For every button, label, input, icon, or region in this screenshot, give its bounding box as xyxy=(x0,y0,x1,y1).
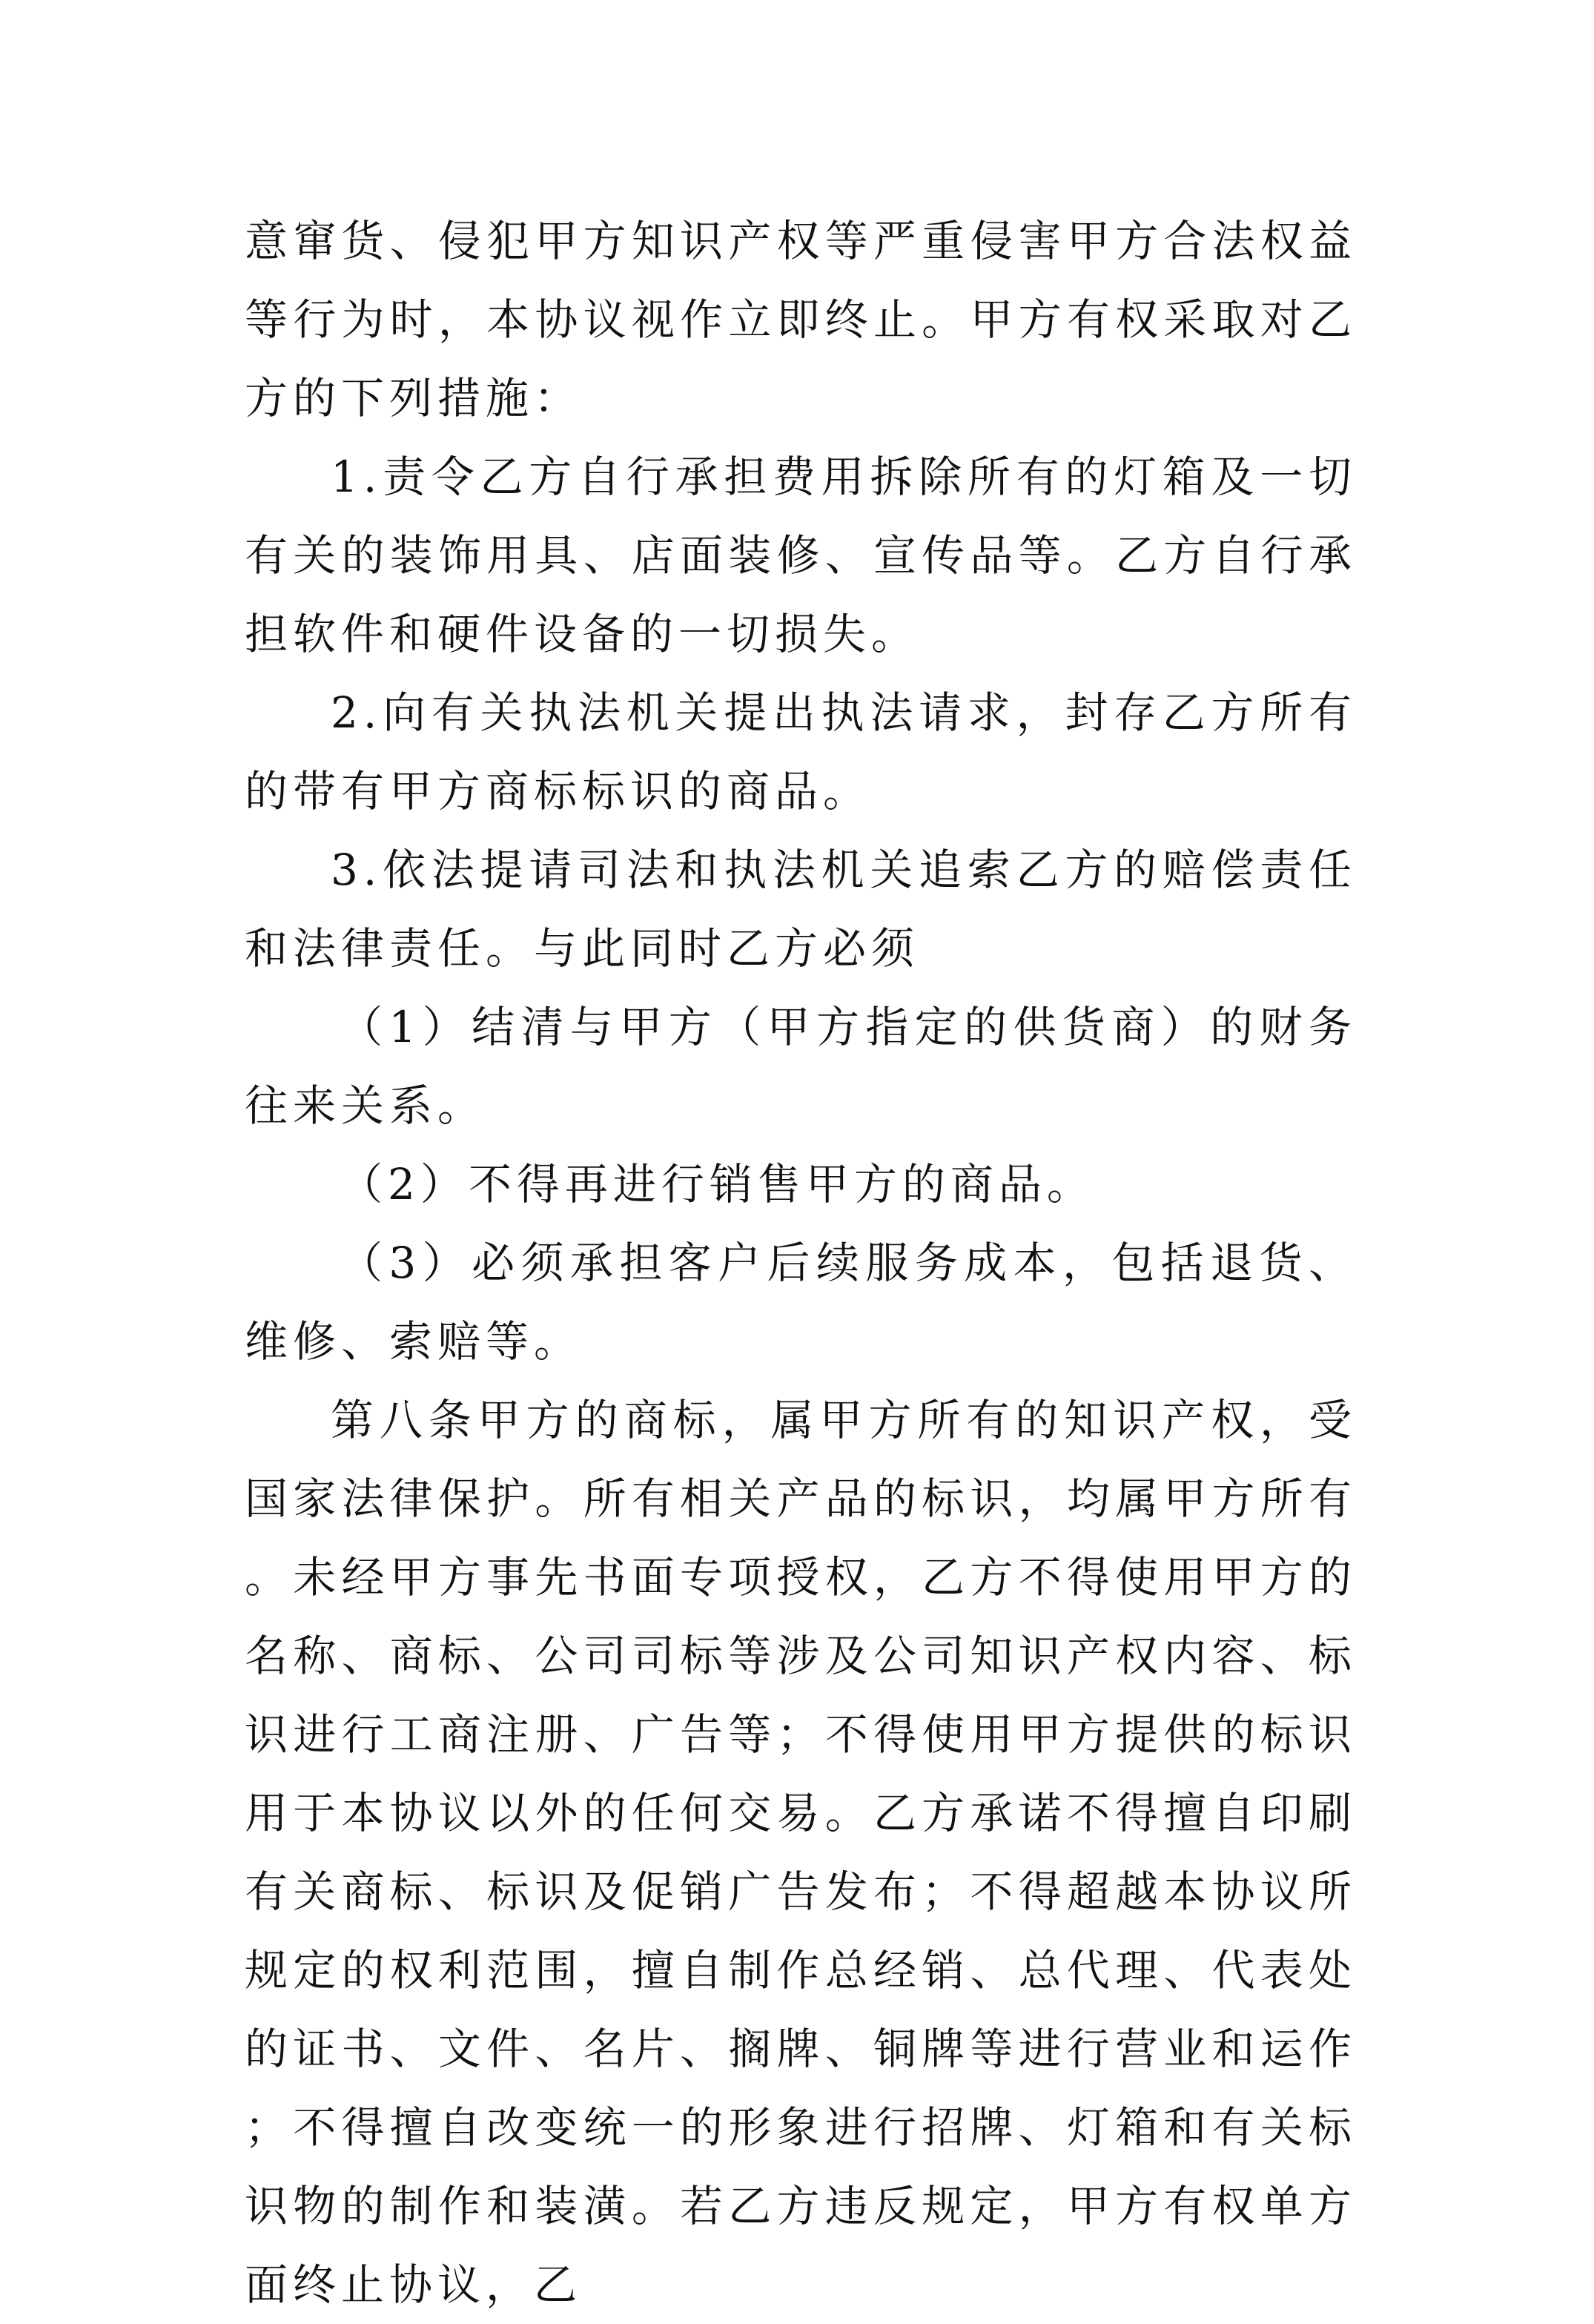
paragraph-sub-item-2: （2）不得再进行销售甲方的商品。 xyxy=(340,1159,1095,1209)
paragraph-sub-item-3: （3）必须承担客户后续服务成本，包括退货、维修、索赔等。 xyxy=(245,1238,1357,1367)
paragraph-measure-3: 3.依法提请司法和执法机关追索乙方的赔偿责任和法律责任。与此同时乙方必须 xyxy=(245,845,1357,974)
paragraph-sub-item-1: （1）结清与甲方（甲方指定的供货商）的财务往来关系。 xyxy=(245,1002,1357,1131)
paragraph-measure-2: 2.向有关执法机关提出执法请求，封存乙方所有的带有甲方商标标识的商品。 xyxy=(245,687,1357,816)
paragraph-article-8: 第八条甲方的商标，属甲方所有的知识产权，受国家法律保护。所有相关产品的标识，均属甲方所有。未经甲方事先书面专项授权，乙方不得使用甲方的名称、商标、公司司标等涉及公司知识产权内容、标识进行工商注册、广告等；不得使用甲方提供的标识用于本协议以外的任何交易。乙方承诺不得擅自印刷有关商标、标识及促销广告发布；不得超越本协议所规定的权利范围，擅自制作总经销、总代理、代表处的证书、文件、名片、搁牌、铜牌等进行营业和运作；不得擅自改变统一的形象进行招牌、灯箱和有关标识物的制作和装潢。若乙方违反规定，甲方有权单方面终止协议，乙 xyxy=(245,1395,1357,2310)
paragraph-termination-clause: 意窜货、侵犯甲方知识产权等严重侵害甲方合法权益等行为时，本协议视作立即终止。甲方有权采取对乙方的下列措施： xyxy=(245,216,1357,423)
paragraph-measure-1: 1.责令乙方自行承担费用拆除所有的灯箱及一切有关的装饰用具、店面装修、宣传品等。乙方自行承担软件和硬件设备的一切损失。 xyxy=(245,452,1357,659)
document-page xyxy=(245,202,1357,2324)
